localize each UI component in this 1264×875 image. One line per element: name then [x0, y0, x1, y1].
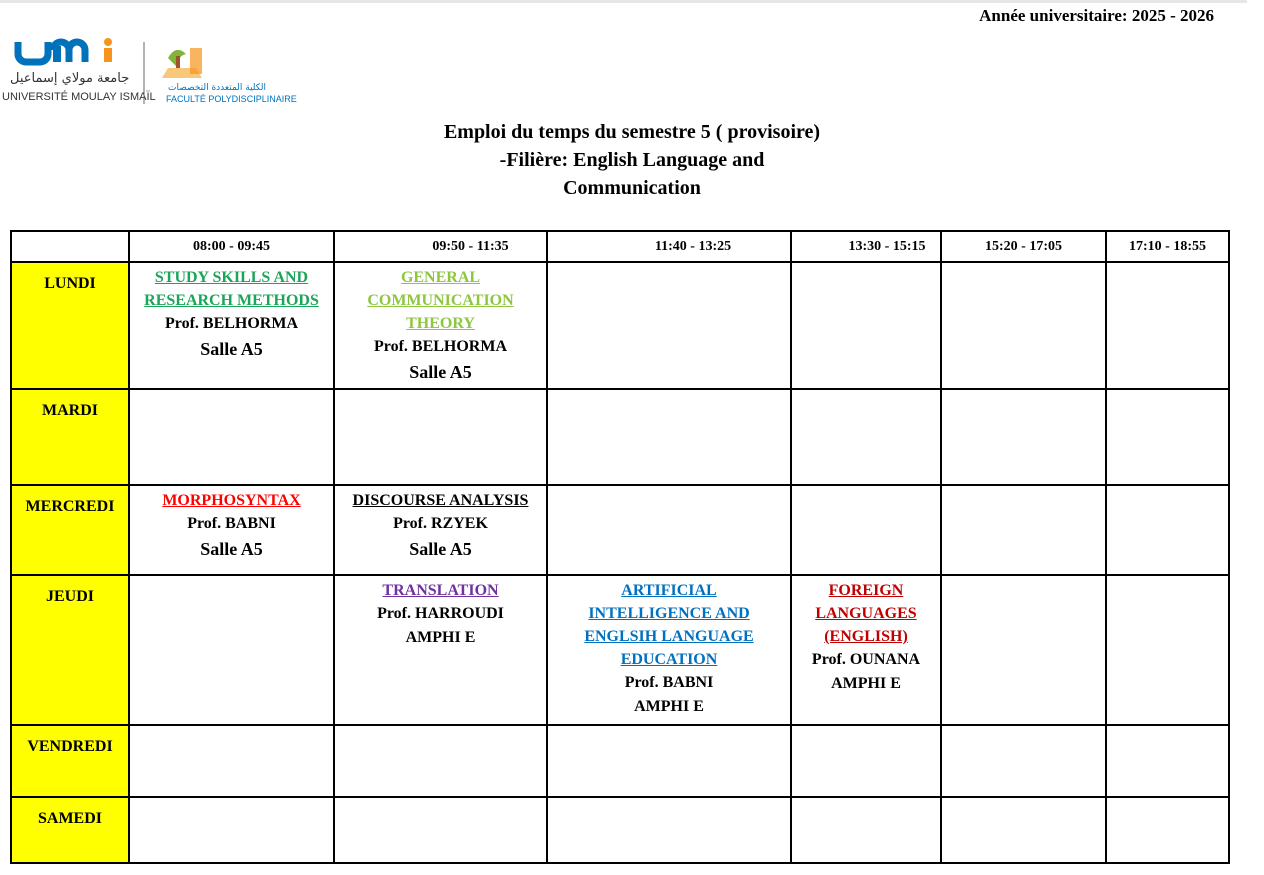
slot-cell — [941, 262, 1106, 389]
slot-header: 11:40 - 13:25 — [547, 231, 791, 262]
day-row-lundi — [11, 262, 1229, 389]
university-name-ar: جامعة مولاي إسماعيل — [10, 71, 130, 86]
course-title: INTELLIGENCE AND — [588, 605, 750, 623]
slot-cell — [791, 575, 941, 724]
slot-cell — [129, 485, 334, 575]
professor: Prof. BABNI — [624, 674, 714, 692]
slot-cell — [547, 725, 791, 797]
slot-cell — [1106, 797, 1229, 863]
slot-cell — [129, 797, 334, 863]
course-title: LANGUAGES — [815, 605, 917, 623]
slot-cell — [334, 485, 547, 575]
slot-header: 15:20 - 17:05 — [941, 231, 1106, 262]
slot-cell — [941, 797, 1106, 863]
slot-cell — [1106, 262, 1229, 389]
course-title: GENERAL — [400, 269, 481, 287]
day-row-mercredi — [11, 485, 1229, 575]
university-name-fr: UNIVERSITÉ MOULAY ISMAÏL — [2, 91, 156, 103]
slot-cell — [791, 262, 941, 389]
day-row-mardi — [11, 389, 1229, 484]
slot-cell — [547, 389, 791, 484]
day-label: JEUDI — [11, 575, 129, 724]
title-line-2: -Filière: English Language and — [499, 149, 765, 171]
slot-cell — [334, 725, 547, 797]
day-row-samedi — [11, 797, 1229, 863]
umi-logo-mark — [18, 38, 112, 62]
day-label: MARDI — [11, 389, 129, 484]
room: AMPHI E — [634, 698, 704, 716]
room: Salle A5 — [409, 538, 472, 559]
slot-cell — [547, 262, 791, 389]
title-line-3: Communication — [563, 177, 701, 199]
slot-cell — [791, 797, 941, 863]
slot-cell — [129, 575, 334, 724]
room: Salle A5 — [200, 538, 263, 559]
slot-cell — [791, 389, 941, 484]
slot-cell — [791, 485, 941, 575]
course-title: COMMUNICATION — [367, 292, 514, 310]
academic-year: Année universitaire: 2025 - 2026 — [979, 6, 1214, 25]
slot-cell — [334, 389, 547, 484]
course-title: THEORY — [406, 315, 475, 333]
course-title: EDUCATION — [620, 651, 718, 669]
faculty-name-fr: FACULTÉ POLYDISCIPLINAIRE — [166, 94, 297, 104]
course-title: TRANSLATION — [382, 582, 499, 600]
slot-header: 17:10 - 18:55 — [1106, 231, 1229, 262]
slot-cell — [547, 797, 791, 863]
course-title: STUDY SKILLS AND — [154, 269, 309, 287]
slot-header: 13:30 - 15:15 — [791, 231, 941, 262]
course-title: DISCOURSE ANALYSIS — [352, 491, 529, 509]
timetable — [10, 230, 1230, 864]
room: AMPHI E — [831, 675, 901, 693]
professor: Prof. BELHORMA — [164, 315, 299, 333]
faculty-name-ar: الكلية المتعددة التخصصات — [168, 83, 266, 93]
day-label: SAMEDI — [11, 797, 129, 863]
document-title — [0, 118, 1264, 202]
slot-cell — [334, 797, 547, 863]
slot-cell — [1106, 575, 1229, 724]
corner-cell — [11, 231, 129, 262]
day-label: MERCREDI — [11, 485, 129, 575]
top-border — [0, 0, 1247, 3]
day-label: LUNDI — [11, 262, 129, 389]
room: AMPHI E — [405, 629, 476, 647]
title-line-1: Emploi du temps du semestre 5 ( provisoire) — [443, 121, 821, 143]
room: Salle A5 — [200, 339, 263, 360]
day-row-jeudi — [11, 575, 1229, 724]
slot-cell — [1106, 389, 1229, 484]
slot-cell — [941, 575, 1106, 724]
course-title: MORPHOSYNTAX — [162, 491, 301, 509]
room: Salle A5 — [409, 362, 472, 383]
slot-header: 09:50 - 11:35 — [334, 231, 547, 262]
course-title: RESEARCH METHODS — [144, 292, 319, 310]
slot-cell — [129, 389, 334, 484]
slot-cell — [547, 575, 791, 724]
timetable-header-row — [11, 231, 1229, 262]
slot-cell — [791, 725, 941, 797]
day-row-vendredi — [11, 725, 1229, 797]
professor: Prof. HARROUDI — [377, 605, 504, 623]
faculty-emblem — [162, 48, 202, 78]
slot-header: 08:00 - 09:45 — [129, 231, 334, 262]
university-logo — [0, 38, 297, 108]
slot-cell — [129, 725, 334, 797]
professor: Prof. OUNANA — [811, 651, 921, 669]
slot-cell — [334, 575, 547, 724]
professor: Prof. BELHORMA — [373, 338, 508, 356]
slot-cell — [547, 485, 791, 575]
course-title: ARTIFICIAL — [621, 582, 717, 600]
course-title: (ENGLISH) — [824, 628, 908, 646]
day-label: VENDREDI — [11, 725, 129, 797]
slot-cell — [129, 262, 334, 389]
slot-cell — [334, 262, 547, 389]
slot-cell — [1106, 725, 1229, 797]
professor: Prof. RZYEK — [393, 514, 488, 532]
slot-cell — [941, 725, 1106, 797]
course-title: ENGLSIH LANGUAGE — [584, 628, 754, 646]
slot-cell — [941, 389, 1106, 484]
course-title: FOREIGN — [828, 582, 904, 600]
slot-cell — [1106, 485, 1229, 575]
professor: Prof. BABNI — [187, 514, 276, 532]
slot-cell — [941, 485, 1106, 575]
